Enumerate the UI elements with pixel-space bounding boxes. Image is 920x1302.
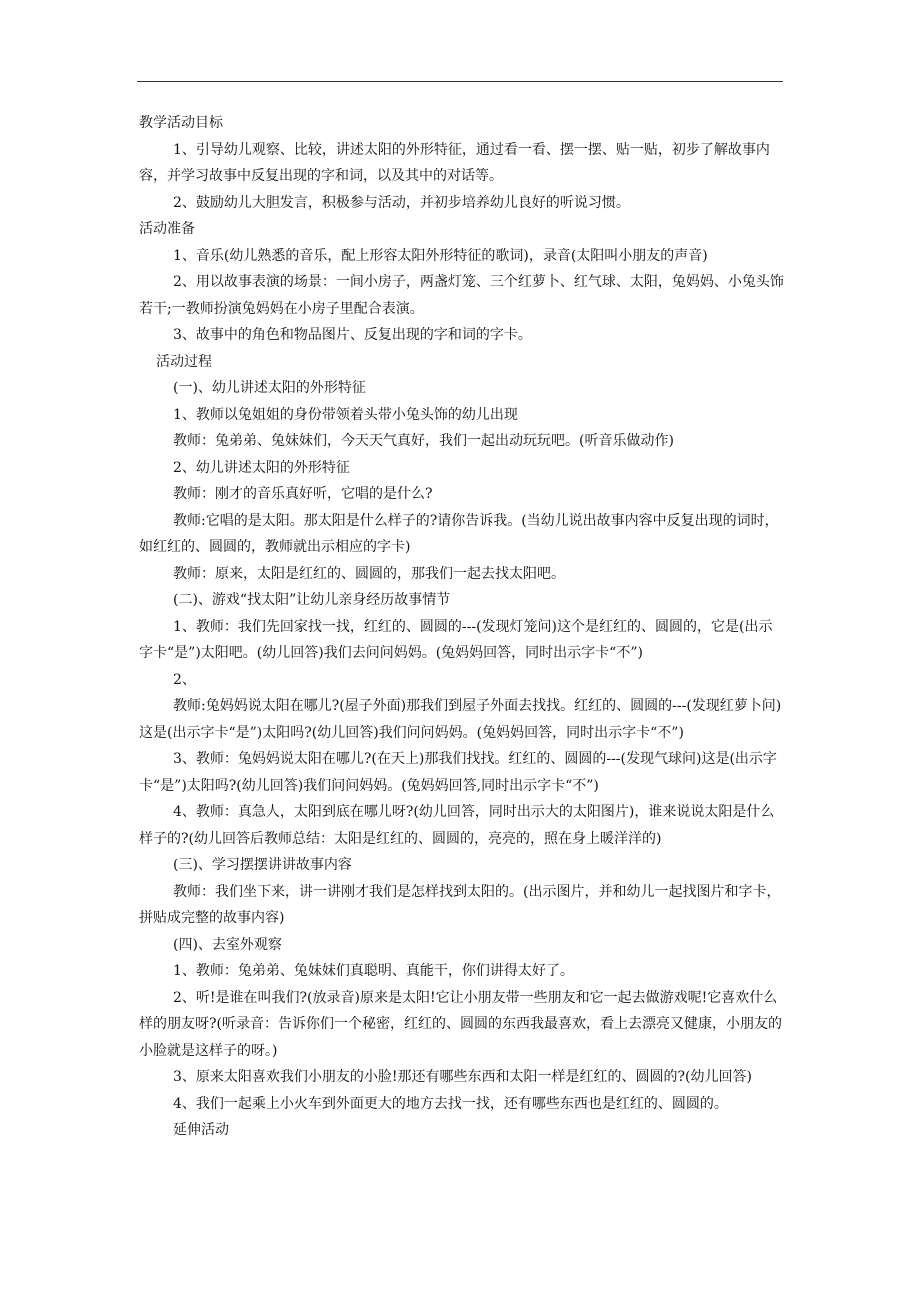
paragraph: 3、故事中的角色和物品图片、反复出现的字和词的字卡。 (173, 327, 532, 343)
document-body (139, 110, 785, 1144)
paragraph: 教师：我们坐下来，讲一讲刚才我们是怎样找到太阳的。(出示图片，并和幼儿一起找图片和字卡，拼贴成完整的故事内容) (139, 883, 781, 926)
paragraph: (二)、游戏“找太阳”让幼儿亲身经历故事情节 (173, 592, 451, 608)
paragraph: 1、教师以兔姐姐的身份带领着头带小兔头饰的幼儿出现 (173, 406, 518, 423)
paragraph: (一)、幼儿讲述太阳的外形特征 (173, 380, 366, 396)
paragraph: 教师:兔妈妈说太阳在哪儿?(屋子外面)那我们到屋子外面去找找。红红的、圆圆的---(发现红萝卜问)这是(出示字卡“是”)太阳吗?(幼儿回答)我们问问妈妈。(兔妈妈回答，同时出示字卡“不”) (139, 698, 782, 741)
paragraph: 2、幼儿讲述太阳的外形特征 (173, 459, 350, 476)
paragraph: 3、教师：兔妈妈说太阳在哪儿?(在天上)那我们找找。红红的、圆圆的---(发现气球问)这是(出示字卡“是”)太阳吗?(幼儿回答)我们问问妈妈。(兔妈妈回答,同时出示字卡“不”) (139, 751, 777, 794)
paragraph: (四)、去室外观察 (173, 936, 282, 953)
paragraph: 1、引导幼儿观察、比较，讲述太阳的外形特征，通过看一看、摆一摆、贴一贴，初步了解故事内容，并学习故事中反复出现的字和词，以及其中的对话等。 (139, 141, 770, 184)
paragraph: 2、鼓励幼儿大胆发言，积极参与活动，并初步培养幼儿良好的听说习惯。 (173, 194, 630, 211)
paragraph: 1、教师：我们先回家找一找，红红的、圆圆的---(发现灯笼问)这个是红红的、圆圆的，它是(出示字卡“是”)太阳吧。(幼儿回答)我们去问问妈妈。(兔妈妈回答，同时出示字卡“不”) (139, 618, 773, 661)
paragraph: 2、用以故事表演的场景：一间小房子，两盏灯笼、三个红萝卜、红气球、太阳，兔妈妈、小兔头饰若干;一教师扮演兔妈妈在小房子里配合表演。 (139, 274, 784, 317)
paragraph: 1、音乐(幼儿熟悉的音乐，配上形容太阳外形特征的歌词)，录音(太阳叫小朋友的声音) (173, 247, 708, 264)
paragraph: 4、我们一起乘上小火车到外面更大的地方去找一找，还有哪些东西也是红红的、圆圆的。 (173, 1095, 728, 1112)
paragraph: 教师：兔弟弟、兔妹妹们，今天天气真好，我们一起出动玩玩吧。(听音乐做动作) (173, 433, 674, 449)
header-rule (137, 81, 783, 82)
paragraph: 3、原来太阳喜欢我们小朋友的小脸!那还有哪些东西和太阳一样是红红的、圆圆的?(幼儿回答) (173, 1069, 752, 1085)
paragraph: 教师:它唱的是太阳。那太阳是什么样子的?请你告诉我。(当幼儿说出故事内容中反复出现的词时，如红红的、圆圆的，教师就出示相应的字卡) (139, 512, 779, 555)
paragraph: 1、教师：兔弟弟、兔妹妹们真聪明、真能干，你们讲得太好了。 (173, 963, 574, 979)
section-heading: 延伸活动 (173, 1122, 229, 1138)
paragraph: 4、教师：真急人，太阳到底在哪儿呀?(幼儿回答，同时出示大的太阳图片)，谁来说说太阳是什么样子的?(幼儿回答后教师总结：太阳是红红的、圆圆的，亮亮的，照在身上暖洋洋的) (139, 804, 775, 847)
paragraph: (三)、学习摆摆讲讲故事内容 (173, 857, 352, 873)
section-heading: 活动过程 (156, 353, 212, 370)
paragraph: 2、听!是谁在叫我们?(放录音)原来是太阳!它让小朋友带一些朋友和它一起去做游戏呢!它喜欢什么样的朋友呀?(听录音：告诉你们一个秘密，红红的、圆圆的东西我最喜欢，看上去漂亮又健康，小朋友的小脸就是这样子的呀。) (139, 989, 782, 1059)
paragraph: 教师：原来，太阳是红红的、圆圆的，那我们一起去找太阳吧。 (173, 565, 565, 582)
section-heading: 教学活动目标 (139, 115, 223, 131)
paragraph: 教师：刚才的音乐真好听，它唱的是什么? (173, 486, 433, 502)
section-heading: 活动准备 (139, 221, 195, 237)
paragraph: 2、 (173, 671, 196, 688)
